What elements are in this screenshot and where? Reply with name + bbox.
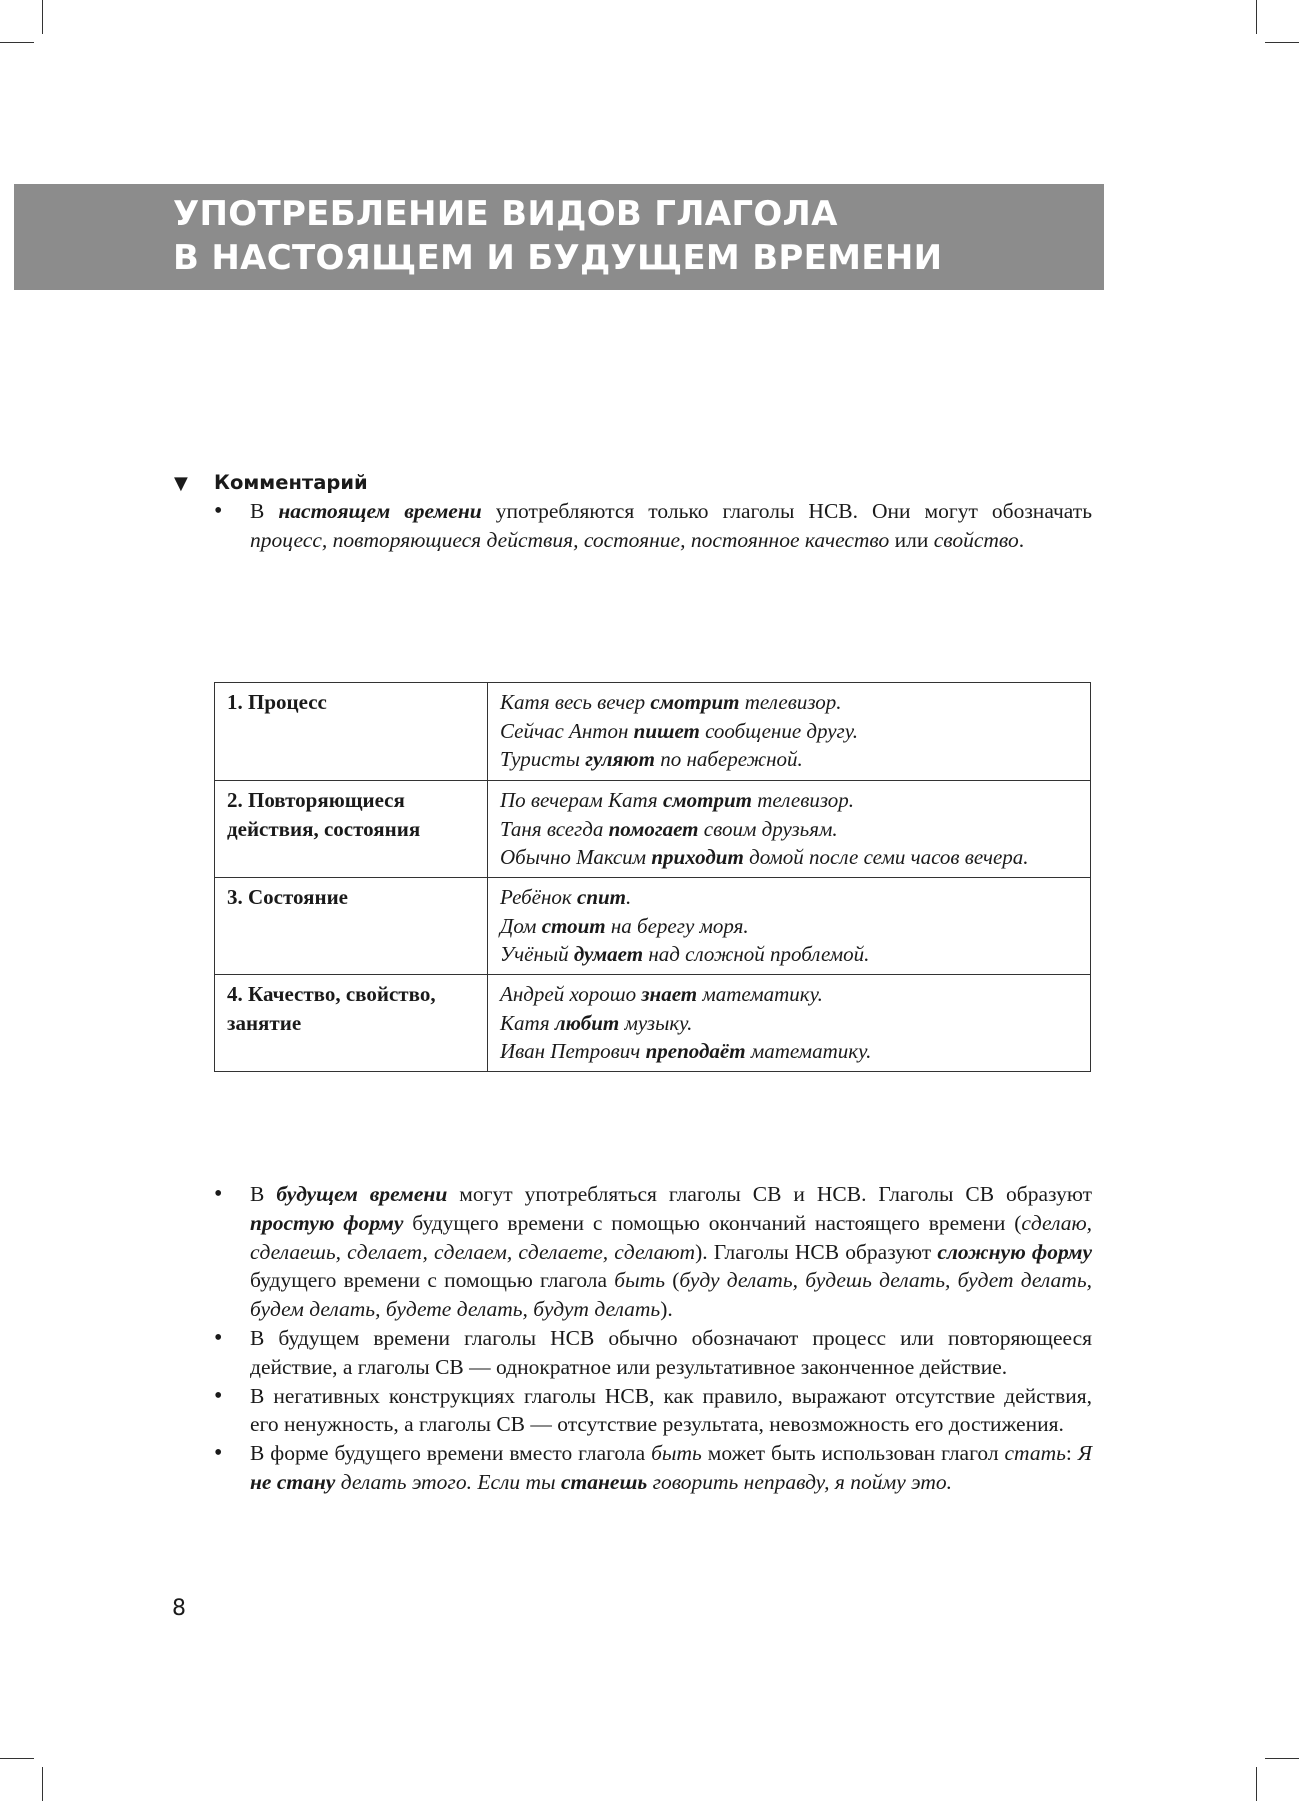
text: по набережной. <box>654 747 803 771</box>
crop-mark <box>1265 1758 1299 1759</box>
verb: помогает <box>608 816 699 841</box>
comment-heading-text: Комментарий <box>214 471 368 494</box>
examples-cell <box>488 683 1091 781</box>
text: Катя весь вечер <box>500 690 651 714</box>
emphasis: не стану <box>250 1469 336 1494</box>
examples-cell <box>488 975 1091 1072</box>
verb: любит <box>554 1010 620 1035</box>
text: Иван Петрович <box>500 1039 646 1063</box>
list-item <box>214 497 1092 555</box>
text: Катя <box>500 1010 555 1035</box>
crop-mark <box>1256 0 1257 34</box>
verb: знает <box>641 982 698 1006</box>
crop-mark <box>42 0 43 34</box>
text: на берегу моря. <box>605 913 749 938</box>
table-row <box>215 878 1091 975</box>
category-label: 4. Качество, свойство, <box>227 982 436 1006</box>
example-line <box>500 786 1078 815</box>
present-tense-list <box>214 497 1092 555</box>
italic-text: стать <box>1004 1441 1066 1466</box>
crop-mark <box>0 42 34 43</box>
text: Ребёнок <box>500 885 577 909</box>
text: В негативных конструкциях глаголы НСВ, как правило, выражают отсутствие действия, его ненужность, а глаголы СВ — отсутствие результата, невозможность его достижения. <box>250 1383 1092 1437</box>
example-line <box>500 1037 1078 1066</box>
example-line <box>500 883 1078 912</box>
text: телевизор. <box>752 788 855 812</box>
text: телевизор. <box>739 690 842 714</box>
verb: гуляют <box>585 747 655 771</box>
text: музыку. <box>619 1010 693 1035</box>
list-item <box>214 1382 1092 1440</box>
text: Таня всегда <box>500 816 609 841</box>
chapter-title <box>173 192 942 280</box>
text: над сложной проблемой. <box>643 942 870 966</box>
text: . <box>1018 527 1025 552</box>
example-line <box>500 940 1078 969</box>
text: могут употребляться глаголы СВ и НСВ. Глаголы СВ образуют <box>447 1182 1092 1206</box>
text: В <box>250 499 279 523</box>
verb: пишет <box>633 718 700 743</box>
text: Учёный <box>500 942 574 966</box>
verb: приходит <box>651 845 744 869</box>
italic-text: буду делать, будешь делать, будет делать, будем делать, будете делать, будут делать <box>250 1268 1092 1322</box>
emphasis: станешь <box>560 1469 648 1494</box>
verb: смотрит <box>662 788 753 812</box>
text: математику. <box>697 982 823 1006</box>
table-row <box>215 683 1091 781</box>
text: В форме будущего времени вместо глагола <box>250 1441 652 1466</box>
text: Дом <box>500 913 542 938</box>
emphasis: будущем времени <box>276 1182 448 1206</box>
text: В <box>250 1182 277 1206</box>
crop-mark <box>1265 42 1299 43</box>
text: По вечерам Катя <box>500 788 663 812</box>
text: Сейчас Антон <box>500 718 634 743</box>
chapter-title-line: УПОТРЕБЛЕНИЕ ВИДОВ ГЛАГОЛА <box>173 194 838 234</box>
text: В будущем времени глаголы НСВ обычно обозначают процесс или повторяющееся действие, а глаголы СВ — однократное или результативное законченное действие. <box>250 1325 1092 1379</box>
triangle-down-icon: ▼ <box>174 473 188 494</box>
text: ( <box>664 1268 680 1293</box>
text: Обычно Максим <box>500 845 652 869</box>
examples-cell <box>488 878 1091 975</box>
text: Туристы <box>500 747 586 771</box>
category-label: 2. Повторяющиеся <box>227 788 405 812</box>
crop-mark <box>1256 1767 1257 1801</box>
italic-text: Я <box>1077 1441 1092 1466</box>
chapter-title-line: В НАСТОЯЩЕМ И БУДУЩЕМ ВРЕМЕНИ <box>173 238 943 278</box>
italic-text: свойство <box>933 527 1019 552</box>
category-label: 3. Состояние <box>227 885 349 909</box>
text: домой после семи часов вечера. <box>743 845 1029 869</box>
future-tense-list <box>214 1180 1092 1497</box>
text: математику. <box>745 1039 872 1063</box>
example-line <box>500 980 1078 1009</box>
category-cell <box>215 683 488 781</box>
table-row <box>215 975 1091 1072</box>
comment-heading <box>174 469 368 498</box>
verb: спит <box>577 885 627 909</box>
verb: смотрит <box>650 690 740 714</box>
text: : <box>1065 1441 1078 1466</box>
italic-text: говорить неправду, я пойму это. <box>647 1469 952 1494</box>
example-line <box>500 815 1078 844</box>
category-cell <box>215 975 488 1072</box>
text: своим друзьям. <box>698 816 838 841</box>
italic-text: сделаю, сделаешь, сделает, сделаем, сделаете, сделают <box>250 1210 1092 1264</box>
text: или <box>889 527 934 552</box>
italic-text: делать этого. Если ты <box>335 1469 561 1494</box>
text: может быть использован глагол <box>701 1441 1005 1466</box>
aspect-usage-table <box>214 682 1091 1072</box>
crop-mark <box>42 1767 43 1801</box>
table-row <box>215 781 1091 878</box>
example-line <box>500 717 1078 746</box>
example-line <box>500 1009 1078 1038</box>
italic-text: быть <box>614 1268 665 1293</box>
example-line <box>500 912 1078 941</box>
chapter-title-bar <box>14 184 1104 290</box>
italic-text: процесс, повторяющиеся действия, состояние, постоянное качество <box>250 527 890 552</box>
emphasis: простую форму <box>250 1210 404 1235</box>
list-item <box>214 1439 1092 1497</box>
list-item <box>214 1180 1092 1324</box>
category-cell <box>215 878 488 975</box>
text: будущего времени с помощью глагола <box>250 1268 615 1293</box>
example-line <box>500 745 1078 774</box>
verb: думает <box>573 942 644 966</box>
text: ). Глаголы НСВ образуют <box>695 1239 938 1264</box>
verb: стоит <box>541 913 606 938</box>
category-label: занятие <box>227 1010 302 1035</box>
text: будущего времени с помощью окончаний настоящего времени ( <box>403 1210 1022 1235</box>
example-line <box>500 688 1078 717</box>
category-label: 1. Процесс <box>227 690 327 714</box>
italic-text: быть <box>651 1441 702 1466</box>
text: сообщение другу. <box>699 718 859 743</box>
emphasis: настоящем времени <box>278 499 482 523</box>
crop-mark <box>0 1758 34 1759</box>
text: . <box>626 885 632 909</box>
verb: преподаёт <box>645 1039 746 1063</box>
text: ). <box>660 1297 673 1322</box>
examples-cell <box>488 781 1091 878</box>
emphasis: сложную форму <box>937 1239 1092 1264</box>
list-item <box>214 1324 1092 1382</box>
text: употребляются только глаголы НСВ. Они могут обозначать <box>481 499 1092 523</box>
category-cell <box>215 781 488 878</box>
example-line <box>500 843 1078 872</box>
text: Андрей хорошо <box>500 982 642 1006</box>
page-number: 8 <box>172 1596 186 1621</box>
category-label: действия, состояния <box>227 816 421 841</box>
